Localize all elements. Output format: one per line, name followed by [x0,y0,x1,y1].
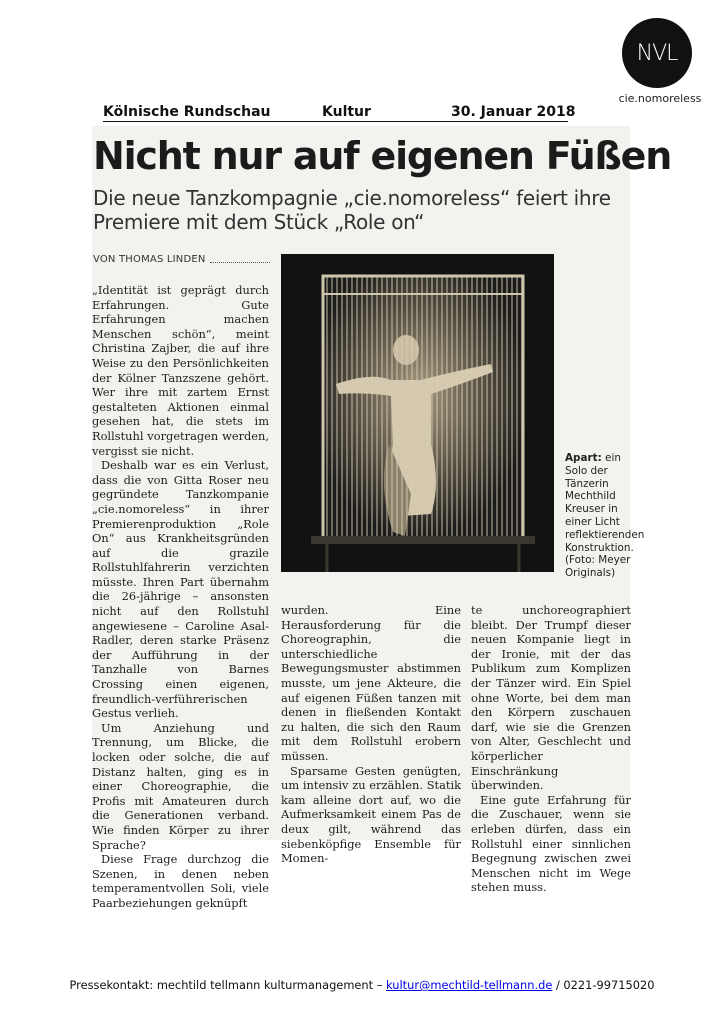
article-column-2 [281,603,461,866]
brand-name: cie.nomoreless [618,92,702,105]
byline-rule [210,262,270,263]
photo-caption [565,452,645,580]
brand-logo-mark: NVL [636,40,678,66]
article-column-1 [92,283,269,911]
newspaper-name: Kölnische Rundschau [103,104,271,120]
paragraph: Um Anziehung und Trennung, um Blicke, die locken oder solche, die auf Distanz halten, ging es in einer Choreographie, die Profis mit Amateuren durch die Generationen verband. Wie finden Körper zu ihrer Sprache? [92,720,269,852]
contact-email-link[interactable]: kultur@mechtild-tellmann.de [386,978,553,992]
article-subtitle: Die neue Tanzkompagnie „cie.nomoreless“ feiert ihre Premiere mit dem Stück „Role on“ [93,186,611,234]
article-title: Nicht nur auf eigenen Füßen [93,134,672,178]
caption-text: ein Solo der Tänzerin Mechthild Kreuser in einer Licht reflektierenden Konstruktion. (Foto: Meyer Originals) [565,452,645,580]
header-underline [103,121,568,122]
article-byline: VON THOMAS LINDEN [93,254,206,265]
paragraph: Sparsame Gesten genügten, um intensiv zu erzählen. Statik kam alleine dort auf, wo die Aufmerksamkeit einem Pas de deux gilt, während das siebenköpfige Ensemble für Momen- [281,763,461,866]
footer-prefix: Pressekontakt: mechtild tellmann kulturmanagement – [69,978,387,992]
paragraph: Eine gute Erfahrung für die Zuschauer, wenn sie erleben dürfen, dass ein Rollstuhl einer sinnlichen Begegnung zwischen zwei Menschen nicht im Wege stehen muss. [471,792,631,895]
paragraph: te unchoreographiert bleibt. Der Trumpf dieser neuen Kompanie liegt in der Ironie, mit der das Publikum zum Komplizen der Tänzer wird. Ein Spiel ohne Worte, bei dem man den Körpern zuschauen darf, wie sie die Grenzen von Alter, Geschlecht und körperlicher Einschränkung überwinden. [471,603,631,793]
article-column-3 [471,603,631,895]
section-name: Kultur [322,104,371,120]
paragraph: „Identität ist geprägt durch Erfahrungen. Gute Erfahrungen machen Menschen schön“, meint Christina Zajber, die auf ihre Weise zu den Persönlichkeiten der Kölner Tanzszene gehört. Wer ihre mit zartem Ernst gestalteten Aktionen einmal gesehen hat, die stets im Rollstuhl vorgetragen werden, vergisst sie nicht. [92,283,269,458]
footer-phone: / 0221-99715020 [552,978,655,992]
paragraph: Deshalb war es ein Verlust, dass die von Gitta Roser neu gegründete Tanzkompanie „cie.nomoreless“ in ihrer Premierenproduktion „Role On“ aus Krankheitsgründen auf die grazile Rollstuhlfahrerin verzichten müsste. Ihren Part übernahm die 26-jährige – ansonsten nicht auf den Rollstuhl angewiesene – Caroline Asal-Radler, deren starke Präsenz der Aufführung in der Tanzhalle von Barnes Crossing einen eigenen, freundlich-verführerischen Gestus verlieh. [92,458,269,721]
paragraph: Diese Frage durchzog die Szenen, in denen neben temperamentvollen Soli, viele Paarbeziehungen geknüpft [92,852,269,910]
caption-lead: Apart: [565,452,602,464]
dancer-in-light-cage-image [281,254,554,572]
article-photo [281,254,554,572]
paragraph: wurden. Eine Herausforderung für die Choreographin, die unterschiedliche Bewegungsmuster abstimmen musste, um jene Akteure, die auf eigenen Füßen tanzen mit denen in fließenden Kontakt zu halten, die sich den Raum mit dem Rollstuhl erobern müssen. [281,603,461,763]
press-contact-footer [0,978,724,992]
brand-logo [622,18,692,88]
issue-date: 30. Januar 2018 [451,104,576,120]
